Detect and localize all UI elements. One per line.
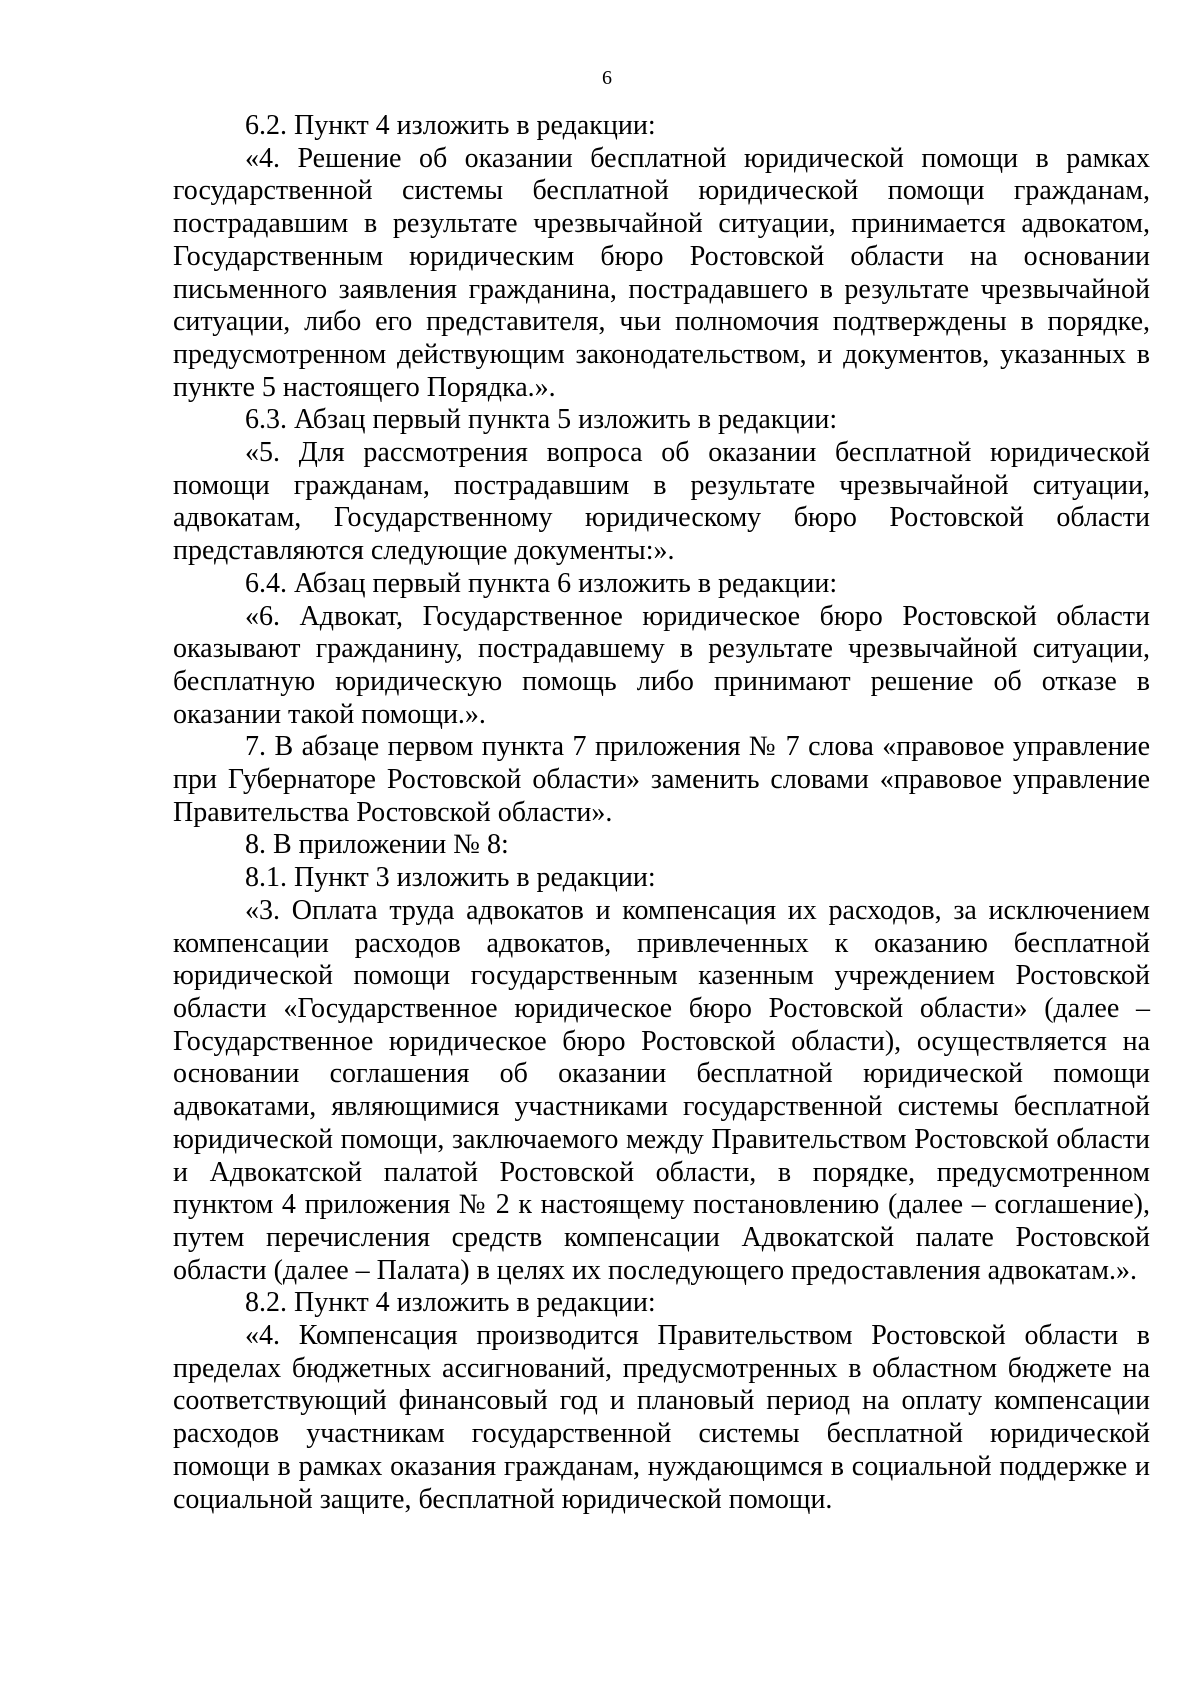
paragraph-item-6-text: «6. Адвокат, Государственное юридическое бюро Ростовской области оказывают гражданину, пострадавшему в результате чрезвычайной ситуации, бесплатную юридическую помощь либо принимают решение об отказе в оказании такой помощи.». <box>173 600 1150 730</box>
page-number: 6 <box>602 67 612 89</box>
paragraph-item-4-compensation-text: «4. Компенсация производится Правительством Ростовской области в пределах бюджетных ассигнований, предусмотренных в областном бюджете на соответствующий финансовый год и плановый период на оплату компенсации расходов участникам государственной системы бесплатной юридической помощи в рамках оказания гражданам, нуждающимся в социальной поддержке и социальной защите, бесплатной юридической помощи. <box>173 1320 1150 1515</box>
paragraph-6-2-heading: 6.2. Пункт 4 изложить в редакции: <box>245 110 656 141</box>
paragraph-7: 7. В абзаце первом пункта 7 приложения № 7 слова «правовое управление при Губернаторе Ростовской области» заменить словами «правовое управление Правительства Ростовской области». <box>173 731 1150 828</box>
paragraph-6-4-heading: 6.4. Абзац первый пункта 6 изложить в редакции: <box>245 567 838 599</box>
document-body <box>173 110 1150 1516</box>
paragraph-6-3-heading: 6.3. Абзац первый пункта 5 изложить в редакции: <box>245 404 838 436</box>
paragraph-8-2-heading: 8.2. Пункт 4 изложить в редакции: <box>245 1287 656 1319</box>
paragraph-8-heading: 8. В приложении № 8: <box>245 829 509 861</box>
paragraph-item-5-text: «5. Для рассмотрения вопроса об оказании бесплатной юридической помощи гражданам, пострадавшим в результате чрезвычайной ситуации, адвокатам, Государственному юридическому бюро Ростовской области представляются следующие документы:». <box>173 437 1150 567</box>
paragraph-item-4-text: «4. Решение об оказании бесплатной юридической помощи в рамках государственной системы бесплатной юридической помощи гражданам, пострадавшим в результате чрезвычайной ситуации, принимается адвокатом, Государственным юридическим бюро Ростовской области на основании письменного заявления гражданина, пострадавшего в результате чрезвычайной ситуации, либо его представителя, чьи полномочия подтверждены в порядке, предусмотренном действующим законодательством, и документов, указанных в пункте 5 настоящего Порядка.». <box>173 142 1150 403</box>
paragraph-8-1-heading: 8.1. Пункт 3 изложить в редакции: <box>245 862 656 894</box>
paragraph-item-3-text: «3. Оплата труда адвокатов и компенсация их расходов, за исключением компенсации расходов адвокатов, привлеченных к оказанию бесплатной юридической помощи государственным казенным учреждением Ростовской области «Государственное юридическое бюро Ростовской области» (далее – Государственное юридическое бюро Ростовской области), осуществляется на основании соглашения об оказании бесплатной юридической помощи адвокатами, являющимися участниками государственной системы бесплатной юридической помощи, заключаемого между Правительством Ростовской области и Адвокатской палатой Ростовской области, в порядке, предусмотренном пунктом 4 приложения № 2 к настоящему постановлению (далее – соглашение), путем перечисления средств компенсации Адвокатской палате Ростовской области (далее – Палата) в целях их последующего предоставления адвокатам.». <box>173 894 1150 1286</box>
